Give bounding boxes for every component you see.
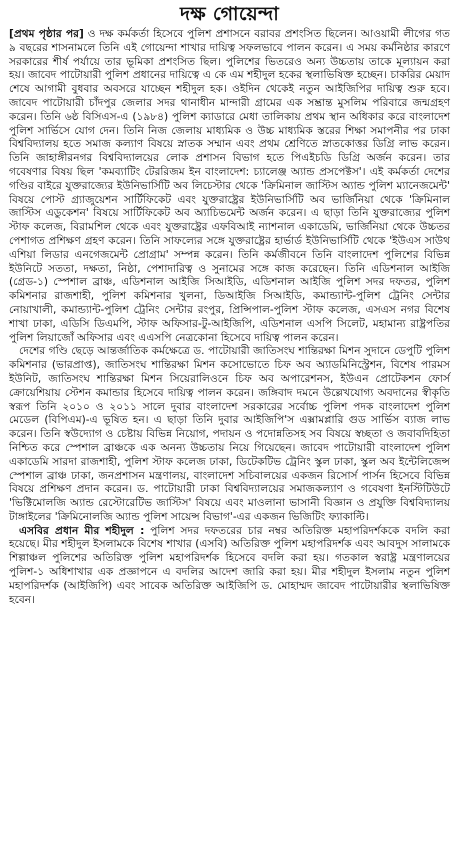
article-paragraph-1 bbox=[9, 28, 450, 345]
article-headline: দক্ষ গোয়েন্দা bbox=[179, 3, 280, 25]
article-paragraph-2 bbox=[9, 345, 450, 524]
paragraph-text: ও দক্ষ কর্মকর্তা হিসেবে পুলিশ প্রশাসনে বরাবর প্রশংসিত ছিলেন। আওয়ামী লীগের গত ৯ বছরের শাসনামলে তিনি এই গোয়েন্দা শাখার দায়িত্ব সফলভাবে পালন করেন। এ সময় কর্মনিষ্ঠার কারণে সরকারের শীর্ষ পর্যায়ে তার ভূমিকা প্রশংসিত ছিল। পুলিশের ভিতরেও অন্য উচ্চতায় তাকে মূল্যায়ন করা হয়। জাবেদ পাটোয়ারী পুলিশ প্রধানের দায়িত্বে এ কে এম শহীদুল হকের স্থলাভিষিক্ত হচ্ছেন। চাকরির মেয়াদ শেষে আগামী বুধবার অবসরে যাচ্ছেন শহীদুল হক। ওইদিন থেকেই নতুন আইজিপির দায়িত্ব শুরু হবে। জাবেদ পাটোয়ারী চাঁদপুর জেলার সদর থানাধীন মান্দারী গ্রামের এক সম্ভ্রান্ত মুসলিম পরিবারে জন্মগ্রহণ করেন। তিনি ৬ষ্ঠ বিসিএস-এ (১৯৮৪) পুলিশ ক্যাডারে মেধা তালিকায় প্রথম স্থান অধিকার করে বাংলাদেশ পুলিশ সার্ভিসে যোগ দেন। তিনি নিজ জেলায় মাধ্যমিক ও উচ্চ মাধ্যমিক স্তরের শিক্ষা সমাপনীর পর ঢাকা বিশ্ববিদ্যালয় হতে সমাজ কল্যাণ বিষয়ে স্নাতক সম্মান এবং প্রথম শ্রেণিতে স্নাতকোত্তর ডিগ্রি লাভ করেন। তিনি জাহাঙ্গীরনগর বিশ্ববিদ্যালয়ের লোক প্রশাসন বিভাগ হতে পিএইচডি ডিগ্রি অর্জন করেন। তার গবেষণার বিষয় ছিল 'কমব্যাটিং টেররিজম ইন বাংলাদেশ: চ্যালেঞ্জ অ্যান্ড প্রসপেক্টস'। এই কর্মকর্তা দেশের গণ্ডির বাইরে যুক্তরাজ্যের ইউনিভার্সিটি অব লিচেস্টার থেকে 'ক্রিমিনাল জাস্টিস অ্যান্ড পুলিশ ম্যানেজমেন্ট' বিষয়ে পোস্ট গ্র্যাজুয়েশন সার্টিফিকেট এবং যুক্তরাষ্ট্রের ইউনিভার্সিটি অব ভার্জিনিয়া থেকে 'ক্রিমিনাল জাস্টিস এডুকেশন' বিষয়ে সার্টিফিকেট অব অ্যাচিভমেন্ট অর্জন করেন। এ ছাড়া তিনি যুক্তরাজ্যের পুলিশ স্টাফ কলেজ, বিরামশিল থেকে এবং যুক্তরাষ্ট্রের এফবিআই ন্যাশনাল একাডেমি, ভার্জিনিয়া থেকে উচ্চতর পেশাগত প্রশিক্ষণ গ্রহণ করেন। তিনি সাফল্যের সঙ্গে যুক্তরাষ্ট্রের হার্ভার্ড ইউনিভার্সিটি থেকে 'ইউএস সাউথ এশিয়া লিডার এনগেজমেন্ট প্রোগ্রাম' সম্পন্ন করেন। তিনি কর্মজীবনে তিনি বাংলাদেশ পুলিশের বিভিন্ন ইউনিটে সততা, দক্ষতা, নিষ্ঠা, পেশাদারিত্ব ও সুনামের সঙ্গে কাজ করেছেন। তিনি এডিশনাল আইজি (গ্রেড-১) স্পেশাল ব্রাঞ্চ, এডিশনাল আইজি সিআইডি, এডিশনাল আইজি পুলিশ সদর দফতর, পুলিশ কমিশনার রাজশাহী, পুলিশ কমিশনার খুলনা, ডিআইজি সিআইডি, কমান্ড্যান্ট-পুলিশ ট্রেনিং সেন্টার নোয়াখালী, কমান্ড্যান্ট-পুলিশ ট্রেনিং সেন্টার রংপুর, প্রিন্সিপাল-পুলিশ স্টাফ কলেজ, এসএস নগর বিশেষ শাখা ঢাকা, এডিসি ডিএমপি, স্টাফ অফিসার-টু-আইজিপি, এডিশনাল এসপি সিলেট, মহামান্য রাষ্ট্রপতির পুলিশ লিয়াজোঁ অফিসার এবং এএসপি নেত্রকোনা হিসেবে দায়িত্ব পালন করেন। bbox=[9, 28, 450, 344]
article-paragraph-3 bbox=[9, 525, 450, 608]
continuation-tag: [প্রথম পৃষ্ঠার পর] bbox=[9, 28, 84, 40]
paragraph-text: দেশের গণ্ডি ছেড়ে আন্তর্জাতিক কর্মক্ষেত্রে ড. পাটোয়ারী জাতিসংঘ শান্তিরক্ষা মিশন সুদানে ডেপুটি পুলিশ কমিশনার (ভারপ্রাপ্ত), জাতিসংঘ শান্তিরক্ষা মিশন কসোভোতে চিফ অব অ্যাডমিনিস্ট্রেশন, বিশেষ পারমস ইউনিট, জাতিসংঘ শান্তিরক্ষা মিশন সিয়েরালিওনে চিফ অব অপারেশনস, ইউএন প্রোটেকশন ফোর্স ক্রোয়েশিয়ায় স্টেশন কমান্ডার হিসেবে দায়িত্ব পালন করেন। জঙ্গিবাদ দমনে উল্লেখযোগ্য অবদানের স্বীকৃতি স্বরূপ তিনি ২০১০ ও ২০১১ সালে দুবার বাংলাদেশ সরকারের সর্বোচ্চ পুলিশ পদক বাংলাদেশ পুলিশ মেডেল (বিপিএম)-এ ভূষিত হন। এ ছাড়া তিনি দুবার আইজিপি'স এক্সামপ্লারি গুড সার্ভিস ব্যাজ লাভ করেন। তিনি স্বউদ্যোগ ও চেষ্টায় বিভিন্ন নিয়োগ, পদায়ন ও পদোন্নতিসহ সব বিষয়ে স্বচ্ছতা ও জবাবদিহিতা নিশ্চিত করে স্পেশাল ব্রাঞ্চকে এক অনন্য উচ্চতায় নিয়ে গিয়েছেন। জাবেদ পাটোয়ারী বাংলাদেশ পুলিশ একাডেমি সারদা রাজশাহী, পুলিশ স্টাফ কলেজ ঢাকা, ডিটেকটিভ ট্রেনিং স্কুল ঢাকা, স্কুল অব ইন্টেলিজেন্স স্পেশাল ব্রাঞ্চ ঢাকা, জনপ্রশাসন মন্ত্রণালয়, বাংলাদেশ সচিবালয়ের একজন রিসোর্স পার্সন হিসেবে বিভিন্ন বিষয়ে প্রশিক্ষণ প্রদান করেন। ড. পাটোয়ারী ঢাকা বিশ্ববিদ্যালয়ের সমাজকল্যাণ ও গবেষণা ইনস্টিটিউটে 'ভিক্টিমোলজি অ্যান্ড রেস্টোরেটিভ জাস্টিস' বিষয়ে এবং মাওলানা ভাসানী বিজ্ঞান ও প্রযুক্তি বিশ্ববিদ্যালয় টাঙ্গাইলের 'ক্রিমিনোলজি অ্যান্ড পুলিশ সায়েন্স বিভাগ'-এর একজন ভিজিটিং ফ্যাকাল্টি। bbox=[9, 345, 450, 523]
subheading-inline: এসবির প্রধান মীর শহীদুল : bbox=[19, 524, 145, 537]
news-article bbox=[5, 0, 454, 607]
paragraph-text: পুলিশ সদর দফতরের চার নম্বর অতিরিক্ত মহাপরিদর্শককে বদলি করা হয়েছে। মীর শহীদুল ইসলামকে বিশেষ শাখার (এসবি) অতিরিক্ত পুলিশ মহাপরিদর্শক এবং আবদুস সালামকে শিল্পাঞ্চল পুলিশের অতিরিক্ত পুলিশ মহাপরিদর্শক হিসেবে বদলি করা হয়। গতকাল স্বরাষ্ট্র মন্ত্রণালয়ের পুলিশ-১ অধিশাখার এক প্রজ্ঞাপনে এ বদলির আদেশ জারি করা হয়। মীর শহীদুল ইসলাম নতুন পুলিশ মহাপরিদর্শক (আইজিপি) এবং সাবেক অতিরিক্ত আইজিপি ড. মোহাম্মদ জাবেদ পাটোয়ারীর স্থলাভিষিক্ত হবেন। bbox=[9, 524, 450, 606]
